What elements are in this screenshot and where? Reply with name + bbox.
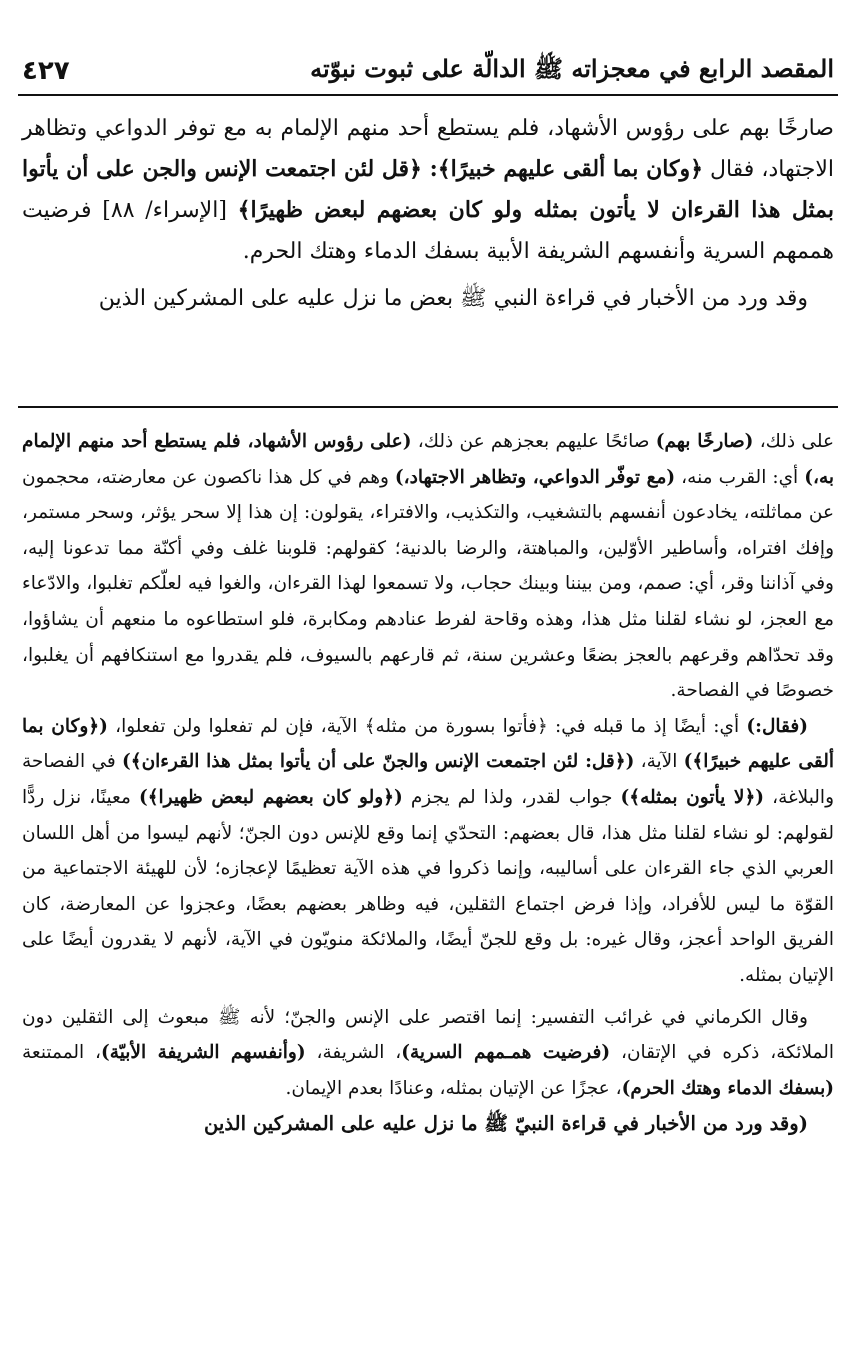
commentary-segment: الآية، (634, 751, 684, 773)
commentary-segment: أي: القرب منه، (675, 466, 805, 488)
bold-quoted-text: (﴿ولو كان بعضهم لبعض ظهيرا﴾) (138, 786, 403, 808)
main-text (22, 108, 834, 319)
commentary-segment: وهم في كل هذا ناكصون عن معارضته، محجمون عن مماثلته، يخادعون أنفسهم بالتشغيب، والتكذيب، والافتراء، يقولون: إن هذا إلا سحر يؤثر، وسحر مستمر، وإفك افتراه، وأساطير الأوّلين، والمباهتة، والرضا بالدنية؛ كقولهم: قلوبنا غلف وفي أكنّة مما تدعونا إليه، وفي آذاننا وقر، أي: صمم، ومن بيننا وبينك حجاب، ولا تسمعوا لهذا القرءان، والغوا فيه لعلّكم تغلبوا، والادّعاء مع العجز، لو نشاء لقلنا مثل هذا، وهذه وقاحة لفرط عنادهم ومكابرة، فلو استطاعوه ما منعهم أن يشاؤوا، وقد تحدّاهم وقرعهم بالعجز بضعًا وعشرين سنة، ثم قارعهم بالسيوف، فلم يقدروا مع استنكافهم أن يغلبوا، خصوصًا في الفصاحة. (22, 466, 834, 702)
commentary-segment: صائحًا عليهم بعجزهم عن ذلك، (411, 431, 656, 452)
commentary-segment: في الفصاحة والبلاغة، (22, 751, 834, 808)
page-header (22, 52, 834, 90)
commentary-paragraph-1 (22, 424, 834, 709)
commentary-segment: معينًا، نزل ردًّا لقولهم: لو نشاء لقلنا مثل هذا، قال بعضهم: التحدّي إنما وقع للإنس دون الجنّ؛ لأنهم ليسوا من أهل اللسان العربي الذي جاء القرءان على أساليبه، وإنما ذكروا في هذه الآية تعظيمًا لإعجازه؛ لأن للهيئة الاجتماعية من القوّة ما ليس للأفراد، وإذا فرض اجتماع الثقلين، فيه وظاهر بعضهم بعضًا، وعجزوا عن المعارضة، كان الفريق الواحد أعجز، وقال غيره: بل وقع للجنّ أيضًا، والملائكة منويّون في الآية، لأنهم لا يقدرون أيضًا على الإتيان بمثله. (22, 786, 834, 986)
main-text-segment: [الإسراء/ ٨٨] فرضيت هممهم السرية وأنفسهم الشريفة الأبية بسفك الدماء وهتك الحرم. (22, 198, 834, 264)
bold-quoted-text: (﴿وكان بما ألقى عليهم خبيرًا﴾) (22, 715, 834, 773)
bold-quoted-text: (فقال:) (746, 715, 808, 737)
bold-quoted-text: (مع توفّر الدواعي، وتظاهر الاجتهاد،) (394, 466, 676, 488)
commentary-segment: جواب لقدر، ولذا لم يجزم (402, 786, 621, 808)
running-title: المقصد الرابع في معجزاته ﷺ الدالّة على ثبوت نبوّته (310, 53, 834, 83)
bold-quoted-text: (﴿قل: لئن اجتمعت الإنس والجنّ على أن يأتوا بمثل هذا القرءان﴾) (121, 751, 635, 773)
commentary-segment: أي: أيضًا إذ ما قبله في: ﴿فأتوا بسورة من مثله﴾ الآية، فإن لم تفعلوا ولن تفعلوا، (107, 715, 747, 737)
bold-quoted-text: (على رؤوس الأشهاد، فلم يستطع أحد منهم الإلمام به،) (22, 431, 835, 488)
bold-quoted-text: (فرضيت همـمهم السرية) (401, 1042, 611, 1064)
commentary-paragraph-3 (22, 1000, 834, 1107)
main-paragraph-2: وقد ورد من الأخبار في قراءة النبي ﷺ بعض ما نزل عليه على المشركين الذين (98, 286, 808, 311)
commentary-paragraph-2 (22, 709, 834, 994)
bold-quoted-text: (﴿لا يأتون بمثله﴾) (620, 786, 765, 808)
separator-rule (18, 406, 838, 408)
commentary-segment: ، الممتنعة (22, 1042, 102, 1064)
header-rule (18, 94, 838, 96)
commentary-paragraph-4: (وقد ورد من الأخبار في قراءة النبيّ ﷺ ما نزل عليه على المشركين الذين (203, 1112, 808, 1136)
bold-quoted-text: (وأنفسهم الشريفة الأبيّة) (101, 1042, 306, 1064)
bold-quoted-text: (صارخًا بهم) (655, 431, 754, 452)
commentary-text (22, 424, 834, 1142)
commentary-segment: وقال الكرماني في غرائب التفسير: إنما اقتصر على الإنس والجنّ؛ لأنه ﷺ مبعوث إلى الثقلين دون الملائكة، ذكره في الإتقان، (22, 1006, 835, 1064)
main-paragraph-1 (22, 108, 834, 272)
commentary-segment: على ذلك، (753, 431, 835, 452)
page-number: ٤٢٧ (22, 56, 70, 86)
bold-quoted-text: (بسفك الدماء وهتك الحرم) (621, 1077, 834, 1099)
quran-verse: ﴿وكان بما ألقى عليهم خبيرًا﴾: ﴿قل لئن اجتمعت الإنس والجن على أن يأتوا بمثل هذا القرءان لا يأتون بمثله ولو كان بعضهم لبعض ظهيرًا﴾ (22, 156, 835, 223)
commentary-segment: ، عجزًا عن الإتيان بمثله، وعنادًا بعدم الإيمان. (285, 1077, 622, 1099)
main-text-segment: صارخًا بهم على رؤوس الأشهاد، فلم يستطع أحد منهم الإلمام به مع توفر الدواعي وتظاهر الاجتهاد، فقال (22, 116, 834, 182)
commentary-segment: ، الشريفة، (305, 1042, 402, 1064)
